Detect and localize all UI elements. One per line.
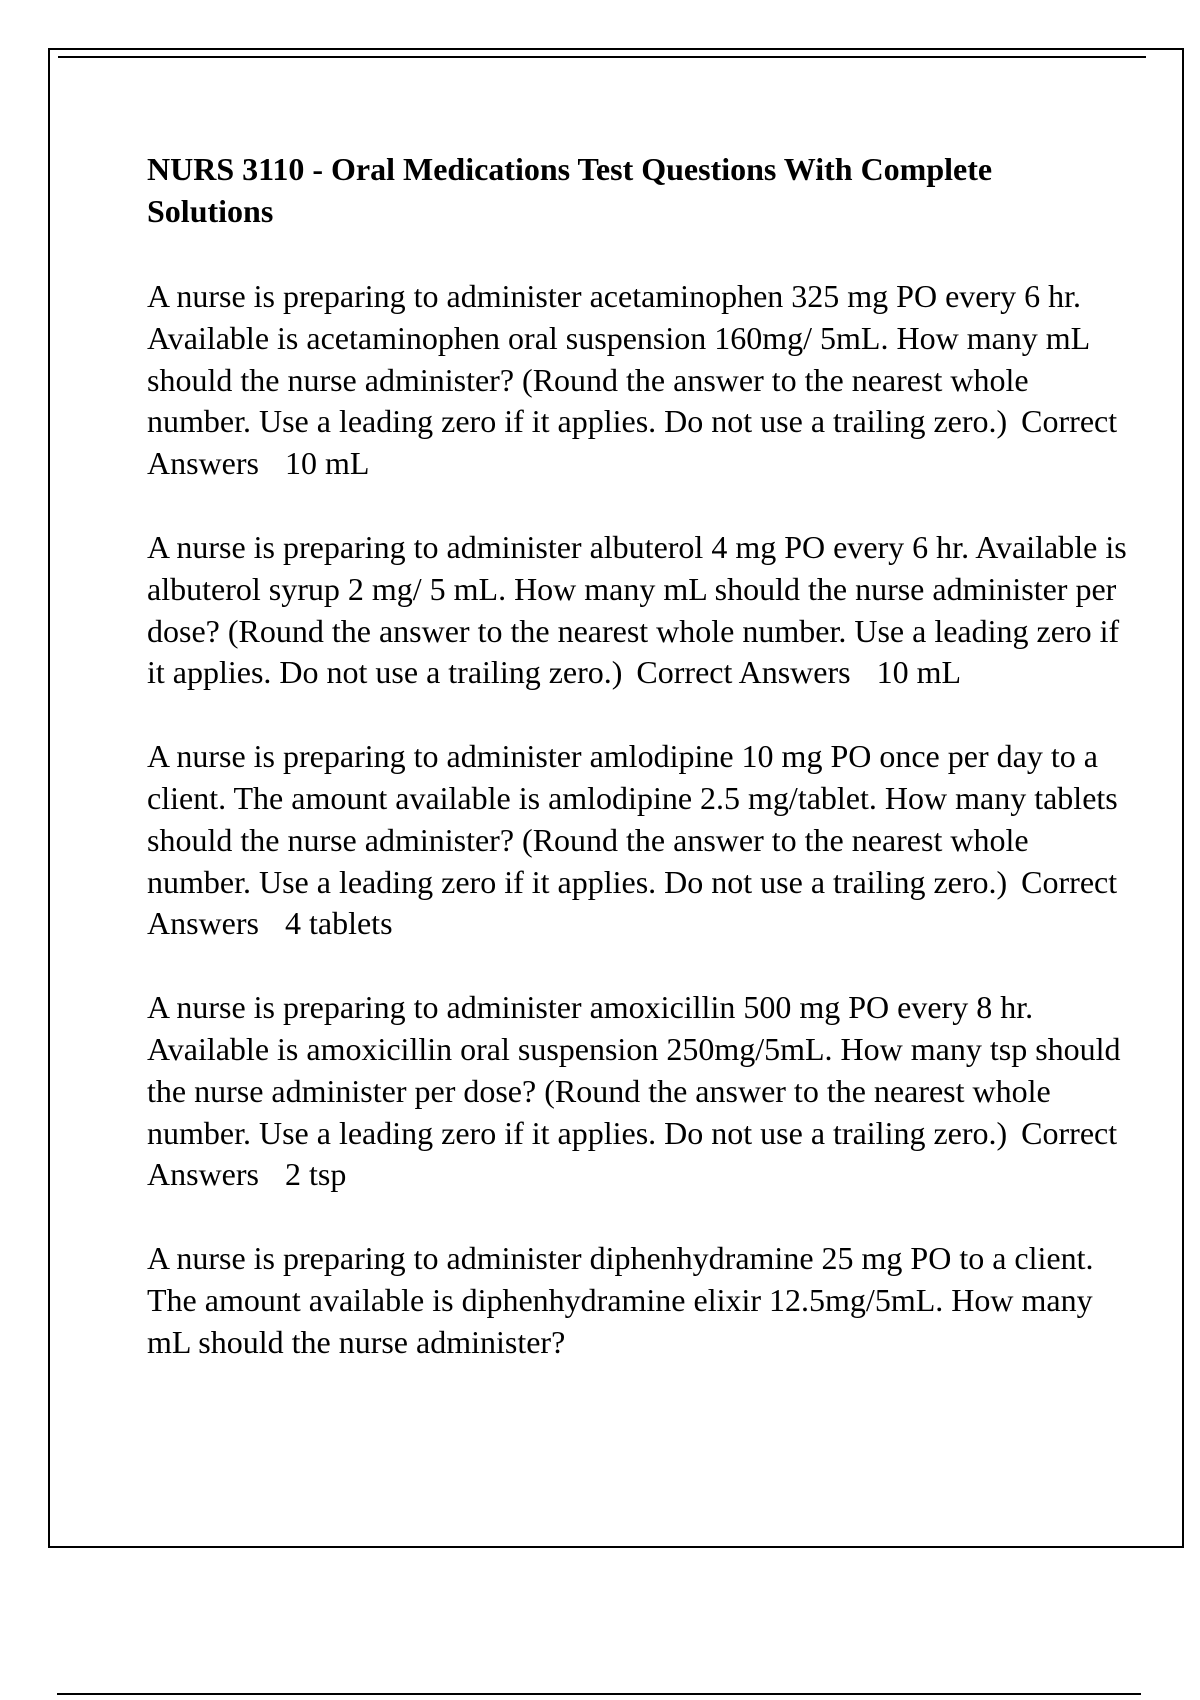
document-content	[147, 148, 1137, 1406]
question-2	[147, 527, 1137, 694]
question-1	[147, 276, 1137, 485]
answer-label: Correct Answers	[147, 1114, 1118, 1193]
question-text: A nurse is preparing to administer amlodipine 10 mg PO once per day to a client. The amount available is amlodipine 2.5 mg/tablet. How many tablets should the nurse administer? (Round the answer to the nearest whole number. Use a leading zero if it applies. Do not use a trailing zero.)	[147, 738, 1118, 900]
question-3	[147, 736, 1137, 945]
bottom-rule	[57, 1693, 1141, 1695]
answer-value: 10 mL	[284, 445, 370, 482]
answer-value: 4 tablets	[284, 905, 393, 942]
question-text: A nurse is preparing to administer albuterol 4 mg PO every 6 hr. Available is albuterol syrup 2 mg/ 5 mL. How many mL should the nurse administer per dose? (Round the answer to the nearest whole number. Use a leading zero if it applies. Do not use a trailing zero.)	[147, 528, 1127, 691]
document-title: NURS 3110 - Oral Medications Test Questions With Complete Solutions	[147, 151, 993, 229]
question-4	[147, 987, 1137, 1196]
question-text: A nurse is preparing to administer amoxicillin 500 mg PO every 8 hr. Available is amoxicillin oral suspension 250mg/5mL. How many tsp should the nurse administer per dose? (Round the answer to the nearest whole number. Use a leading zero if it applies. Do not use a trailing zero.)	[147, 989, 1121, 1151]
answer-label: Correct Answers	[147, 863, 1118, 942]
question-text: A nurse is preparing to administer diphenhydramine 25 mg PO to a client. The amount available is diphenhydramine elixir 12.5mg/5mL. How many mL should the nurse administer?	[147, 1240, 1094, 1360]
page-frame	[48, 48, 1184, 1548]
answer-label: Correct Answers	[147, 403, 1118, 482]
top-rule	[58, 56, 1146, 58]
answer-value: 2 tsp	[284, 1156, 347, 1193]
question-text: A nurse is preparing to administer acetaminophen 325 mg PO every 6 hr. Available is acetaminophen oral suspension 160mg/ 5mL. How many mL should the nurse administer? (Round the answer to the nearest whole number. Use a leading zero if it applies. Do not use a trailing zero.)	[147, 278, 1090, 440]
answer-value: 10 mL	[876, 654, 962, 691]
answer-label: Correct Answers	[636, 654, 851, 691]
question-5	[147, 1238, 1137, 1363]
